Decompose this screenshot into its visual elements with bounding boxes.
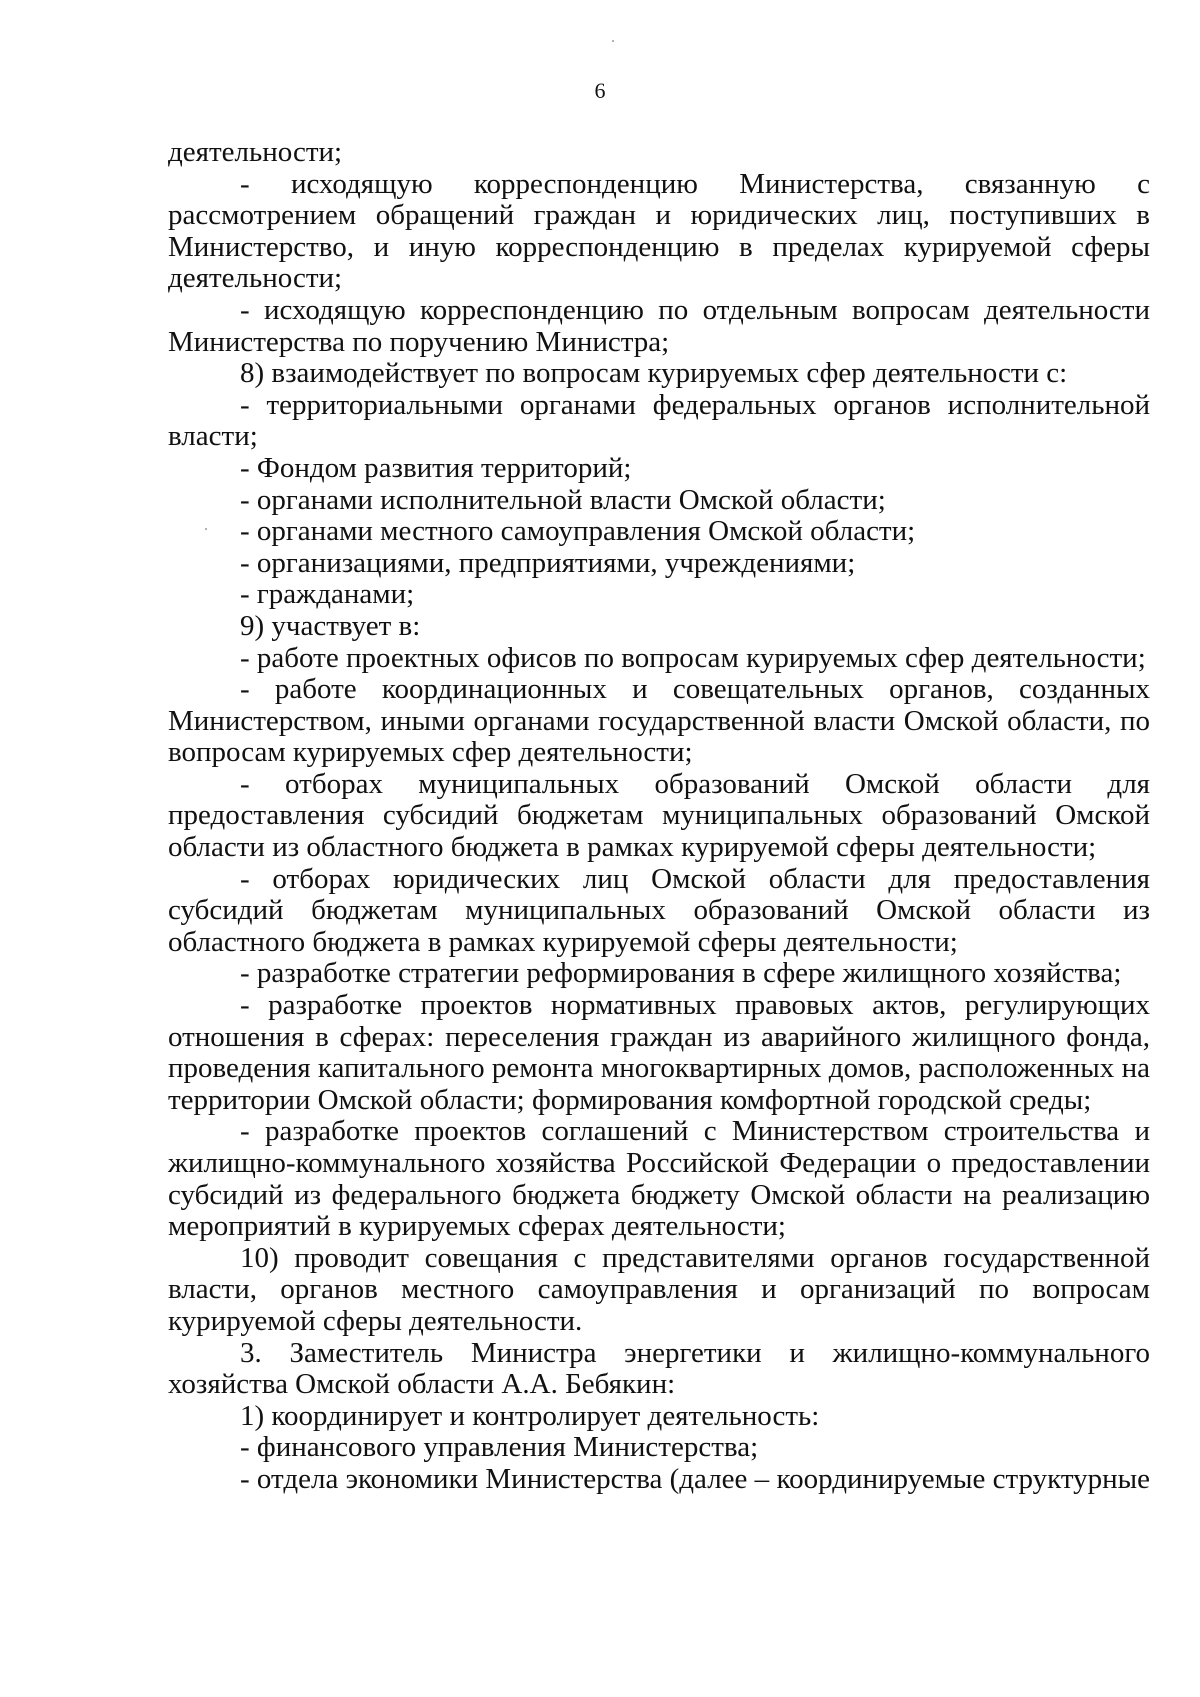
paragraph: - отдела экономики Министерства (далее – координируемые структурные xyxy=(240,1462,1150,1495)
paragraph: - гражданами; xyxy=(240,578,415,611)
paragraph: - отборах юридических лиц Омской области для предоставления субсидий бюджетам муниципальных образований Омской области из областного бюджета в рамках курируемой сферы деятельности; xyxy=(168,862,1150,958)
paragraph: деятельности; xyxy=(168,136,343,168)
paragraph: - разработке стратегии реформирования в сфере жилищного хозяйства; xyxy=(240,957,1122,990)
paragraph: - отборах муниципальных образований Омской области для предоставления субсидий бюджетам муниципальных образований Омской области из областного бюджета в рамках курируемой сферы деятельности; xyxy=(168,767,1150,864)
paragraph: 9) участвует в: xyxy=(240,609,421,642)
paragraph: - органами исполнительной власти Омской области; xyxy=(240,483,886,516)
paragraph: - работе проектных офисов по вопросам курируемых сфер деятельности; xyxy=(240,641,1146,674)
page-number: 6 xyxy=(594,78,606,103)
paragraph: - финансового управления Министерства; xyxy=(240,1431,759,1464)
paragraph: - организациями, предприятиями, учреждениями; xyxy=(240,546,856,579)
paragraph: - территориальными органами федеральных органов исполнительной власти; xyxy=(168,388,1150,453)
paragraph: 8) взаимодействует по вопросам курируемых сфер деятельности с: xyxy=(240,357,1068,390)
paragraph: 10) проводит совещания с представителями органов государственной власти, органов местного самоуправления и организаций по вопросам курируемой сферы деятельности. xyxy=(168,1241,1150,1337)
paragraph: - разработке проектов нормативных правовых актов, регулирующих отношения в сферах: переселения граждан из аварийного жилищного фонда, проведения капитального ремонта многоквартирных домов, расположенных на территории Омской области; формирования комфортной городской среды; xyxy=(168,989,1150,1116)
paragraph: - исходящую корреспонденцию Министерства, связанную с рассмотрением обращений граждан и юридических лиц, поступивших в Министерство, и иную корреспонденцию в пределах курируемой сферы деятельности; xyxy=(168,167,1150,295)
paragraph: - Фондом развития территорий; xyxy=(240,451,632,484)
document-body xyxy=(168,137,1150,1496)
paragraph: - работе координационных и совещательных органов, созданных Министерством, иными органами государственной власти Омской области, по вопросам курируемых сфер деятельности; xyxy=(168,673,1150,769)
paragraph: - исходящую корреспонденцию по отдельным вопросам деятельности Министерства по поручению Министра; xyxy=(168,293,1150,358)
paragraph: 1) координирует и контролирует деятельность: xyxy=(240,1399,820,1432)
paragraph: 3. Заместитель Министра энергетики и жилищно-коммунального хозяйства Омской области А.А. Бебякин: xyxy=(168,1336,1150,1401)
scan-speck xyxy=(612,40,614,42)
paragraph: - органами местного самоуправления Омской области; xyxy=(240,515,916,548)
paragraph: - разработке проектов соглашений с Министерством строительства и жилищно-коммунального хозяйства Российской Федерации о предоставлении субсидий из федерального бюджета бюджету Омской области на реализацию мероприятий в курируемых сферах деятельности; xyxy=(168,1115,1150,1243)
